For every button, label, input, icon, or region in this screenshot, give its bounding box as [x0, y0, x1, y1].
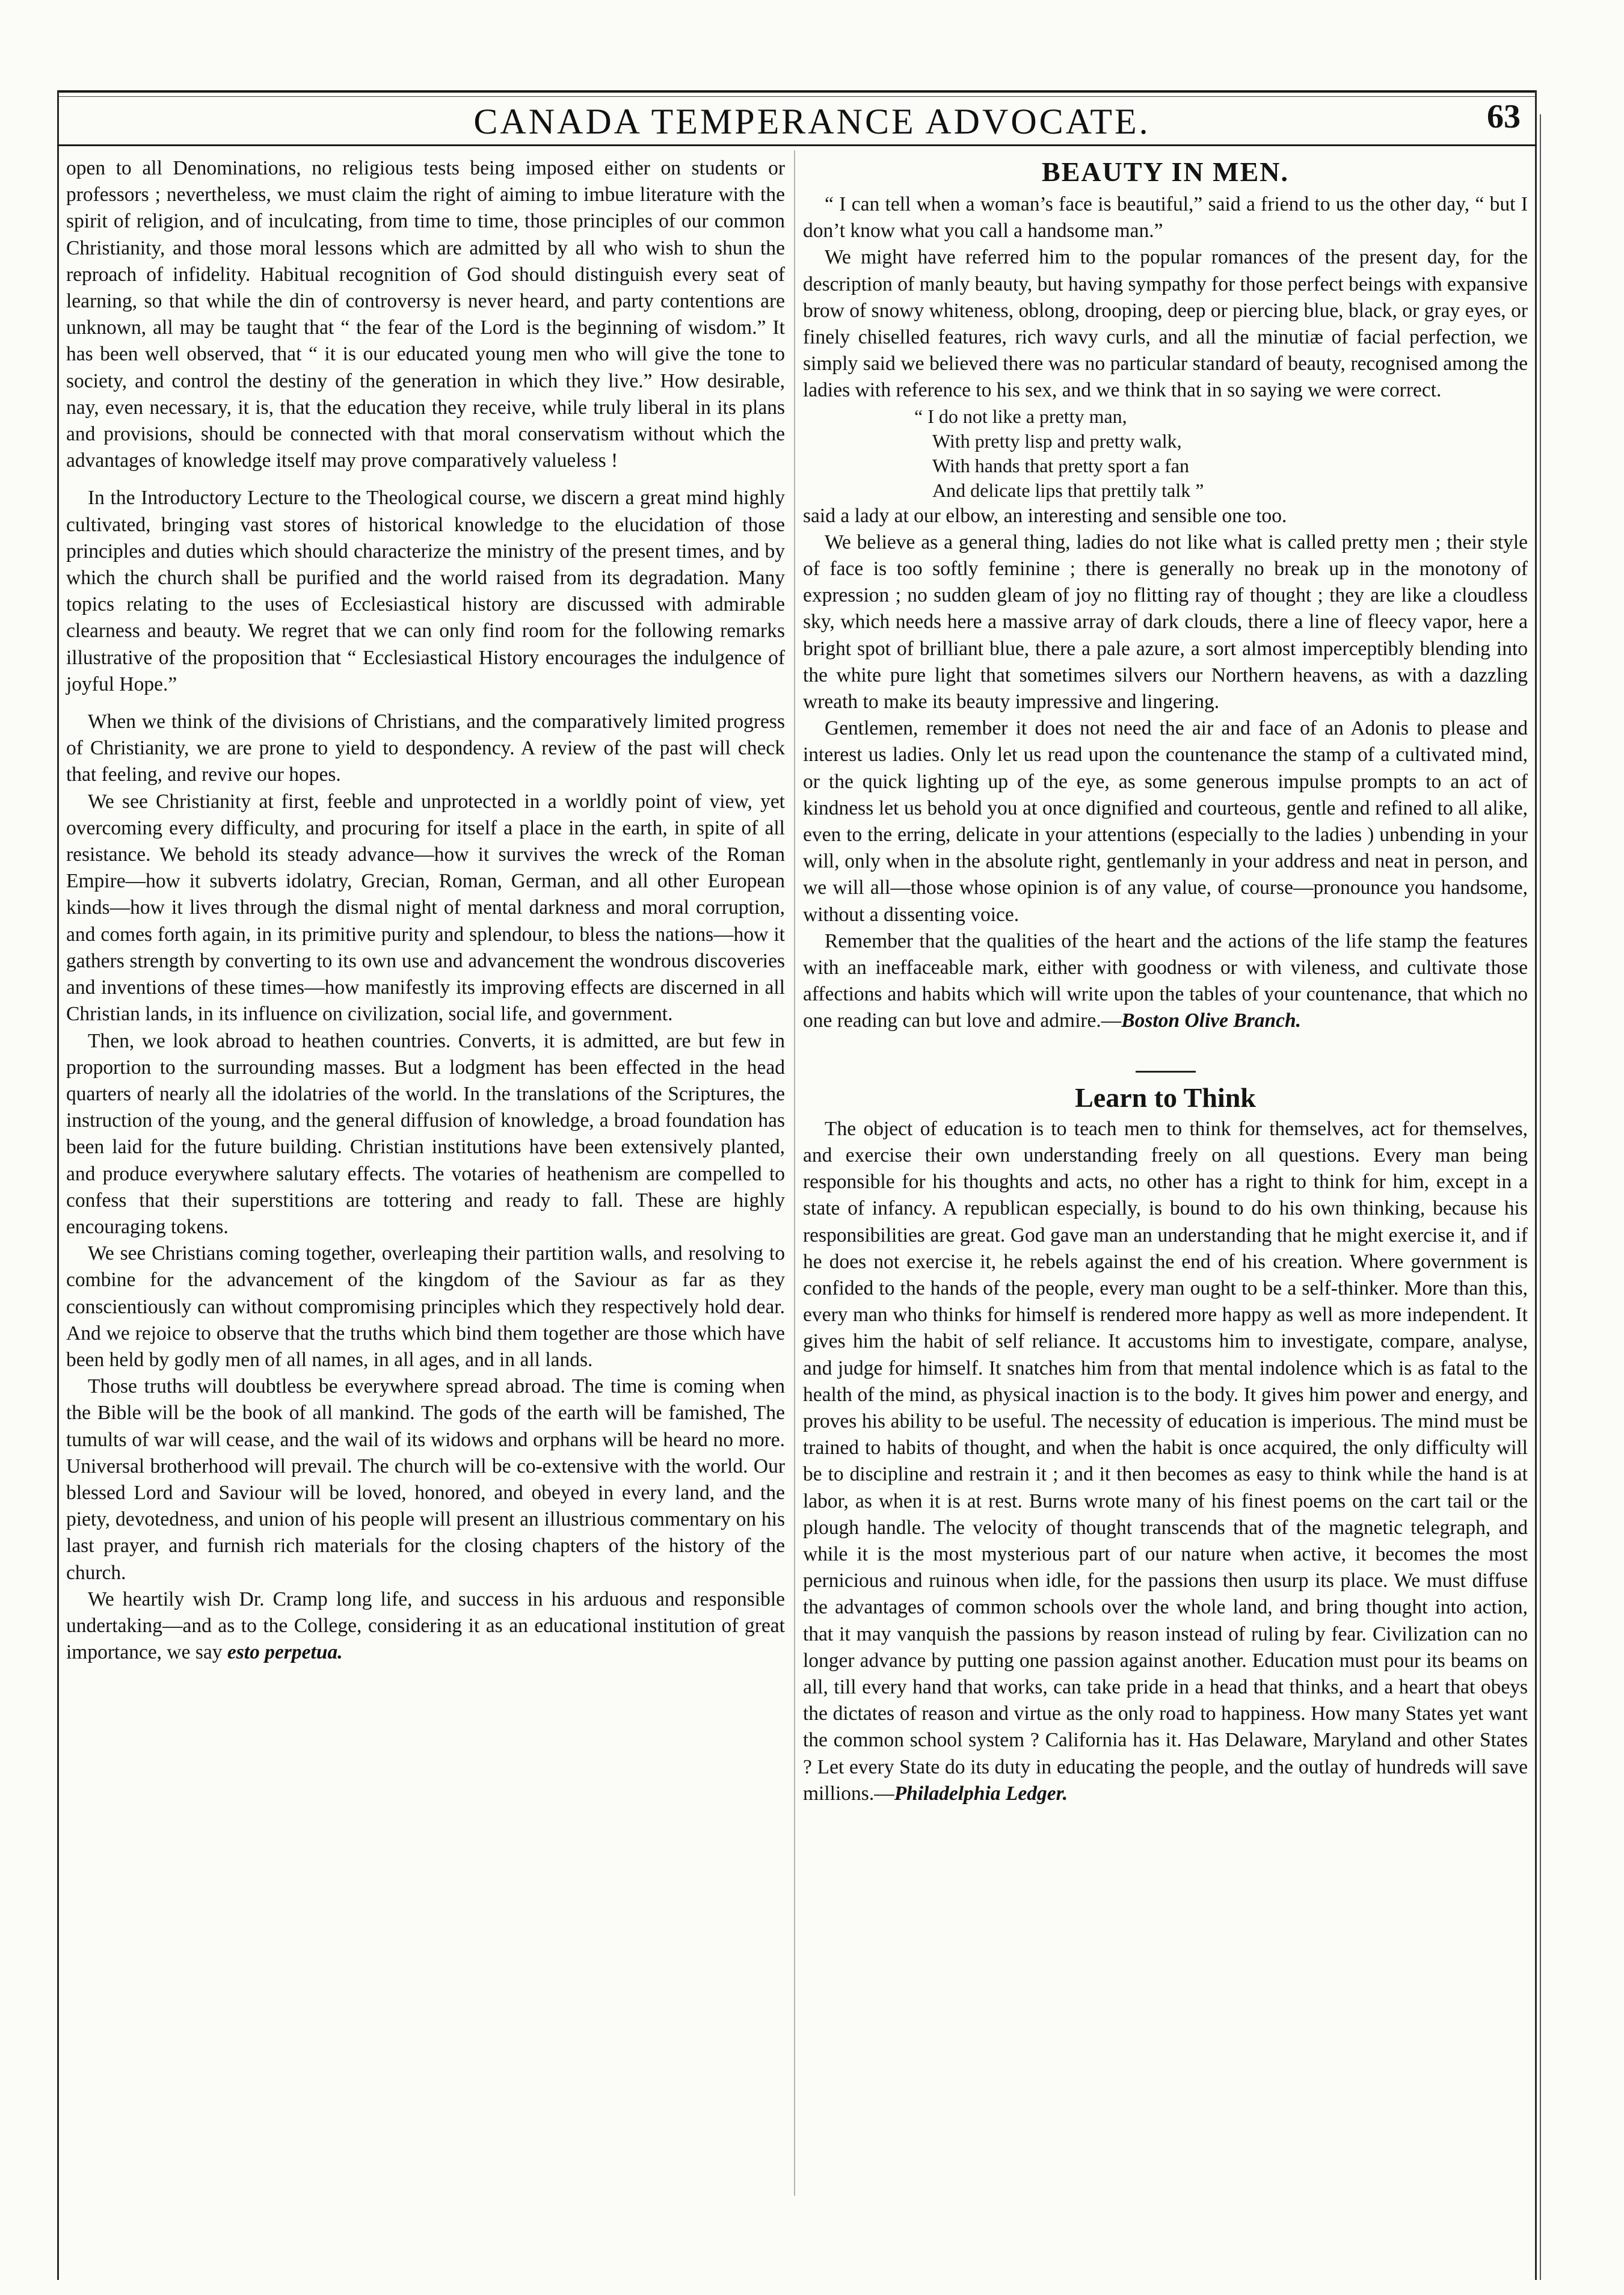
source-credit: Boston Olive Branch. [1121, 1009, 1302, 1032]
closing-text: We heartily wish Dr. Cramp long life, and success in his arduous and responsible undertaking—and as to the College, considering it as an educational institution of great importance, we say [66, 1588, 785, 1664]
left-border-rule [57, 90, 59, 2280]
article-paragraph: Then, we look abroad to heathen countries. Converts, it is admitted, are but few in proportion to the surrounding masses. But a lodgment has been effected in the head quarters of nearly all the idolatries of the world. In the translations of the Scriptures, the instruction of the young, and the general diffusion of knowledge, a broad foundation has been laid for the future building. Christian institutions have been extensively planted, and produce everywhere salutary effects. The votaries of heathenism are compelled to confess that their superstitions are tottering and ready to fall. These are highly encouraging tokens. [66, 1029, 785, 1238]
masthead [0, 96, 1624, 144]
article-heading-beauty-in-men: BEAUTY IN MEN. [1042, 156, 1289, 187]
source-credit: Philadelphia Ledger. [894, 1782, 1068, 1805]
masthead-rule [57, 144, 1537, 146]
verse-quote [803, 404, 1528, 503]
publication-title: CANADA TEMPERANCE ADVOCATE. [473, 102, 1151, 141]
top-border-rule [57, 90, 1537, 93]
article-paragraph: We might have referred him to the popular romances of the present day, for the description of manly beauty, but having sympathy for those perfect beings with expansive brow of snowy whiteness, oblong, drooping, deep or piercing blue, black, or gray eyes, or finely chiselled features, rich wavy curls, and all the minutiæ of facial perfection, we simply said we believed there was no particular standard of beauty, recognised among the ladies with reference to his sex, and we think that in so saying we were correct. [803, 246, 1528, 402]
article-paragraph: said a lady at our elbow, an interesting and sensible one too. [803, 504, 1287, 527]
article-paragraph: “ I can tell when a woman’s face is beautiful,” said a friend to us the other day, “ but I don’t know what you call a handsome man.” [803, 193, 1528, 242]
column-divider [794, 150, 795, 2196]
article-paragraph: In the Introductory Lecture to the Theological course, we discern a great mind highly cultivated, bringing vast stores of historical knowledge to the elucidation of those principles and duties which should characterize the ministry of the present times, and by which the church shall be purified and the world raised from its degradation. Many topics relating to the uses of Ecclesiastical history are discussed with admirable clearness and beauty. We regret that we can only find room for the following remarks illustrative of the proposition that “ Ecclesiastical History encourages the indulgence of joyful Hope.” [66, 487, 785, 695]
latin-motto: esto perpetua. [227, 1641, 343, 1664]
section-rule [1136, 1071, 1196, 1073]
article-paragraph: We believe as a general thing, ladies do not like what is called pretty men ; their style of face is too softly feminine ; there is generally no break up in the monotony of expression ; no sudden gleam of joy no flitting ray of thought ; they are like a cloudless sky, which needs here a massive array of dark clouds, there a line of fleecy vapor, here a bright spot of brilliant blue, there a pale azure, a sort almost imperceptibly blending into the white pure light that sometimes silvers our Northern heavens, as with a dazzling wreath to make its beauty impressive and lingering. [803, 531, 1528, 713]
right-column [803, 155, 1528, 1807]
article-paragraph: We see Christianity at first, feeble and unprotected in a worldly point of view, yet overcoming every difficulty, and procuring for itself a place in the earth, in spite of all resistance. We behold its steady advance—how it survives the wreck of the Roman Empire—how it subverts idolatry, Grecian, Roman, German, and all other European kinds—how it lives through the dismal night of mental darkness and moral corruption, and comes forth again, in its primitive purity and splendour, to bless the nations—how it gathers strength by converting to its own use and advancement the wondrous discoveries and inventions of these times—how manifestly its improving effects are discerned in all Christian lands, in its influence on civilization, social life, and government. [66, 790, 785, 1026]
article-paragraph [803, 1116, 1528, 1807]
article-paragraph: When we think of the divisions of Christians, and the comparatively limited progress of Christianity, we are prone to yield to despondency. A review of the past will check that feeling, and revive our hopes. [66, 710, 785, 786]
verse-line: With hands that pretty sport a fan [932, 454, 1190, 476]
article-heading-learn-to-think: Learn to Think [1075, 1082, 1256, 1113]
article-text: Remember that the qualities of the heart and the actions of the life stamp the features with an ineffaceable mark, either with goodness or with vileness, and cultivate those affections and habits which will write upon the tables of your countenance, that which no one reading can but love and admire.— [803, 929, 1528, 1032]
article-paragraph [66, 1586, 785, 1666]
page-number: 63 [1487, 98, 1521, 135]
article-paragraph [803, 928, 1528, 1035]
article-paragraph: Those truths will doubtless be everywhere spread abroad. The time is coming when the Bible will be the book of all mankind. The gods of the earth will be famished, The tumults of war will cease, and the wail of its widows and orphans will be heard no more. Universal brotherhood will prevail. The church will be co-extensive with the world. Our blessed Lord and Saviour will be loved, honored, and obeyed in every land, and the piety, devotedness, and union of his people will present an illustrious commentary on his last prayer, and furnish rich materials for the closing chapters of the history of the church. [66, 1375, 785, 1584]
verse-line: “ I do not like a pretty man, [914, 405, 1127, 427]
verse-line: With pretty lisp and pretty walk, [932, 430, 1182, 452]
article-paragraph: open to all Denominations, no religious tests being imposed either on students or professors ; nevertheless, we must claim the right of aiming to imbue literature with the spirit of religion, and of inculcating, from time to time, those principles of our common Christianity, and those moral lessons which are admitted by all who wish to shun the reproach of infidelity. Habitual recognition of God should distinguish every seat of learning, so that while the din of controversy is never heard, and party contentions are unknown, all may be taught that “ the fear of the Lord is the beginning of wisdom.” It has been well observed, that “ it is our educated young men who will give the tone to society, and control the destiny of the generation in which they live.” How desirable, nay, even necessary, it is, that the education they receive, while truly liberal in its plans and provisions, should be connected with that moral conservatism without which the advantages of knowledge itself may prove comparatively valueless ! [66, 157, 785, 472]
verse-line: And delicate lips that prettily talk ” [932, 479, 1204, 501]
left-column [66, 155, 785, 1666]
article-paragraph: Gentlemen, remember it does not need the air and face of an Adonis to please and interest us ladies. Only let us read upon the countenance the stamp of a cultivated mind, or the quick lighting up of the eye, as some generous impulse prompts to an act of kindness let us behold you at once dignified and courteous, gentle and refined to all alike, even to the erring, delicate in your attentions (especially to the ladies ) unbending in your will, only when in the absolute right, gentlemanly in your address and neat in person, and we will all—those whose opinion is of any value, of course—pronounce you handsome, without a dissenting voice. [803, 717, 1528, 926]
article-text: The object of education is to teach men to think for themselves, act for themselves, and exercise their own understanding freely on all questions. Every man being responsible for his thoughts and acts, no other has a right to think for him, except in a state of infancy. A republican especially, is bound to do his own thinking, because his responsibilities are great. God gave man an understanding that he might exercise it, and if he does not exercise it, he rebels against the end of his creation. Where government is confided to the hands of the people, every man ought to be a self-thinker. More than this, every man who thinks for himself is rendered more happy as well as more independent. It gives him the habit of self reliance. It accustoms him to investigate, compare, analyse, and judge for himself. It snatches him from that mental indolence which is as fatal to the health of the mind, as physical inaction is to the body. It gives him power and energy, and proves his ability to be useful. The necessity of education is imperious. The mind must be trained to habits of thought, and when the habit is once acquired, the only difficulty will be to discipline and restrain it ; and it then becomes as easy to think while the hand is at labor, as when it is at rest. Burns wrote many of his finest poems on the cart tail or the plough handle. The velocity of thought transcends that of the magnetic telegraph, and while it is the most mysterious part of our nature when active, it becomes the most pernicious and ruinous when idle, for the passions then usurp its place. We must diffuse the advantages of common schools over the whole land, and bring thought into action, that it may vanquish the passions by reason instead of ruling by fear. Civilization can no longer advance by putting one passion against another. Education must pour its beams on all, till every hand that works, can take pride in a head that thinks, and a heart that obeys the dictates of reason and virtue as the only road to happiness. How many States yet want the common school system ? California has it. Has Delaware, Maryland and other States ? Let every State do its duty in educating the people, and the outlay of hundreds will save millions.— [803, 1117, 1528, 1805]
right-border-thin-rule [1540, 114, 1541, 2280]
right-border-rule [1535, 90, 1537, 2280]
article-paragraph: We see Christians coming together, overleaping their partition walls, and resolving to combine for the advancement of the kingdom of the Saviour as far as they conscientiously can without compromising principles which they respectively hold dear. And we rejoice to observe that the truths which bind them together are those which have been held by godly men of all names, in all ages, and in all lands. [66, 1242, 785, 1371]
